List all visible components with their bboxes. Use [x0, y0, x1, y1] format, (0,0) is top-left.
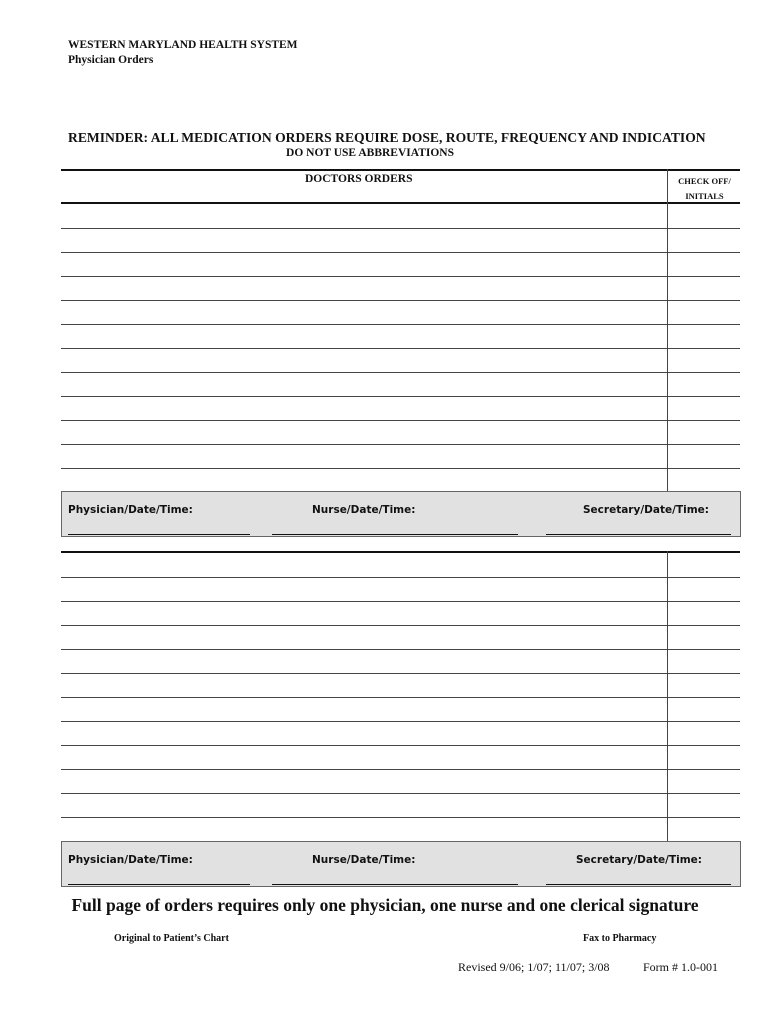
medication-reminder: REMINDER: ALL MEDICATION ORDERS REQUIRE DOSE, ROUTE, FREQUENCY AND INDICATION — [68, 130, 706, 145]
no-abbreviations-notice: DO NOT USE ABBREVIATIONS — [286, 147, 454, 159]
check-off-cell[interactable] — [668, 348, 740, 371]
check-off-cell[interactable] — [668, 649, 740, 672]
signature-box-1 — [61, 491, 741, 537]
order-entry-row[interactable] — [61, 468, 667, 491]
form-title: Physician Orders — [68, 54, 154, 66]
physician-signature-label: Physician/Date/Time: — [68, 504, 193, 516]
secretary-signature-label: Secretary/Date/Time: — [576, 854, 702, 866]
order-entry-row[interactable] — [61, 372, 667, 395]
physician-signature-line[interactable] — [68, 884, 250, 885]
fax-routing-note: Fax to Pharmacy — [583, 933, 657, 944]
secretary-signature-line[interactable] — [546, 884, 731, 885]
check-off-cell[interactable] — [668, 396, 740, 419]
order-entry-row[interactable] — [61, 769, 667, 792]
order-entry-row[interactable] — [61, 745, 667, 768]
physician-signature-line[interactable] — [68, 534, 250, 535]
check-off-cell[interactable] — [668, 300, 740, 323]
check-off-cell[interactable] — [668, 276, 740, 299]
check-off-cell[interactable] — [668, 769, 740, 792]
check-off-cell[interactable] — [668, 817, 740, 840]
order-entry-row[interactable] — [61, 649, 667, 672]
order-entry-row[interactable] — [61, 204, 667, 227]
order-entry-row[interactable] — [61, 420, 667, 443]
check-off-cell[interactable] — [668, 673, 740, 696]
table-top-rule — [61, 169, 740, 171]
orders-table-2 — [61, 551, 740, 841]
nurse-signature-line[interactable] — [272, 884, 518, 885]
order-entry-row[interactable] — [61, 300, 667, 323]
order-entry-row[interactable] — [61, 324, 667, 347]
check-off-header — [669, 174, 740, 204]
check-off-cell[interactable] — [668, 228, 740, 251]
nurse-signature-line[interactable] — [272, 534, 518, 535]
physician-signature-label: Physician/Date/Time: — [68, 854, 193, 866]
organization-name: WESTERN MARYLAND HEALTH SYSTEM — [68, 39, 298, 51]
check-off-cell[interactable] — [668, 745, 740, 768]
order-entry-row[interactable] — [61, 673, 667, 696]
check-off-cell[interactable] — [668, 324, 740, 347]
order-entry-row[interactable] — [61, 444, 667, 467]
signature-requirement-notice: Full page of orders requires only one physician, one nurse and one clerical signature — [71, 895, 699, 915]
check-off-cell[interactable] — [668, 420, 740, 443]
check-off-header-line1: CHECK OFF/ — [678, 176, 731, 186]
check-off-cell[interactable] — [668, 468, 740, 491]
order-entry-row[interactable] — [61, 577, 667, 600]
check-off-cell[interactable] — [668, 601, 740, 624]
doctors-orders-header: DOCTORS ORDERS — [305, 173, 413, 185]
order-entry-row[interactable] — [61, 276, 667, 299]
orders-table-1 — [61, 169, 740, 491]
check-off-header-line2: INITIALS — [685, 191, 724, 201]
check-off-cell[interactable] — [668, 721, 740, 744]
nurse-signature-label: Nurse/Date/Time: — [312, 504, 416, 516]
check-off-cell[interactable] — [668, 252, 740, 275]
check-off-cell[interactable] — [668, 553, 740, 576]
check-off-cell[interactable] — [668, 444, 740, 467]
order-entry-row[interactable] — [61, 817, 667, 840]
order-entry-row[interactable] — [61, 252, 667, 275]
order-entry-row[interactable] — [61, 348, 667, 371]
check-off-cell[interactable] — [668, 793, 740, 816]
form-number: Form # 1.0-001 — [643, 960, 718, 974]
order-entry-row[interactable] — [61, 697, 667, 720]
secretary-signature-label: Secretary/Date/Time: — [583, 504, 709, 516]
secretary-signature-line[interactable] — [546, 534, 731, 535]
order-entry-row[interactable] — [61, 721, 667, 744]
order-entry-row[interactable] — [61, 396, 667, 419]
check-off-cell[interactable] — [668, 697, 740, 720]
check-off-cell[interactable] — [668, 372, 740, 395]
revision-dates: Revised 9/06; 1/07; 11/07; 3/08 — [458, 960, 610, 974]
original-routing-note: Original to Patient’s Chart — [114, 933, 229, 944]
order-entry-row[interactable] — [61, 793, 667, 816]
order-entry-row[interactable] — [61, 625, 667, 648]
check-off-cell[interactable] — [668, 625, 740, 648]
check-off-cell[interactable] — [668, 577, 740, 600]
check-off-cell[interactable] — [668, 204, 740, 227]
order-entry-row[interactable] — [61, 601, 667, 624]
order-entry-row[interactable] — [61, 228, 667, 251]
nurse-signature-label: Nurse/Date/Time: — [312, 854, 416, 866]
order-entry-row[interactable] — [61, 553, 667, 576]
signature-box-2 — [61, 841, 741, 887]
